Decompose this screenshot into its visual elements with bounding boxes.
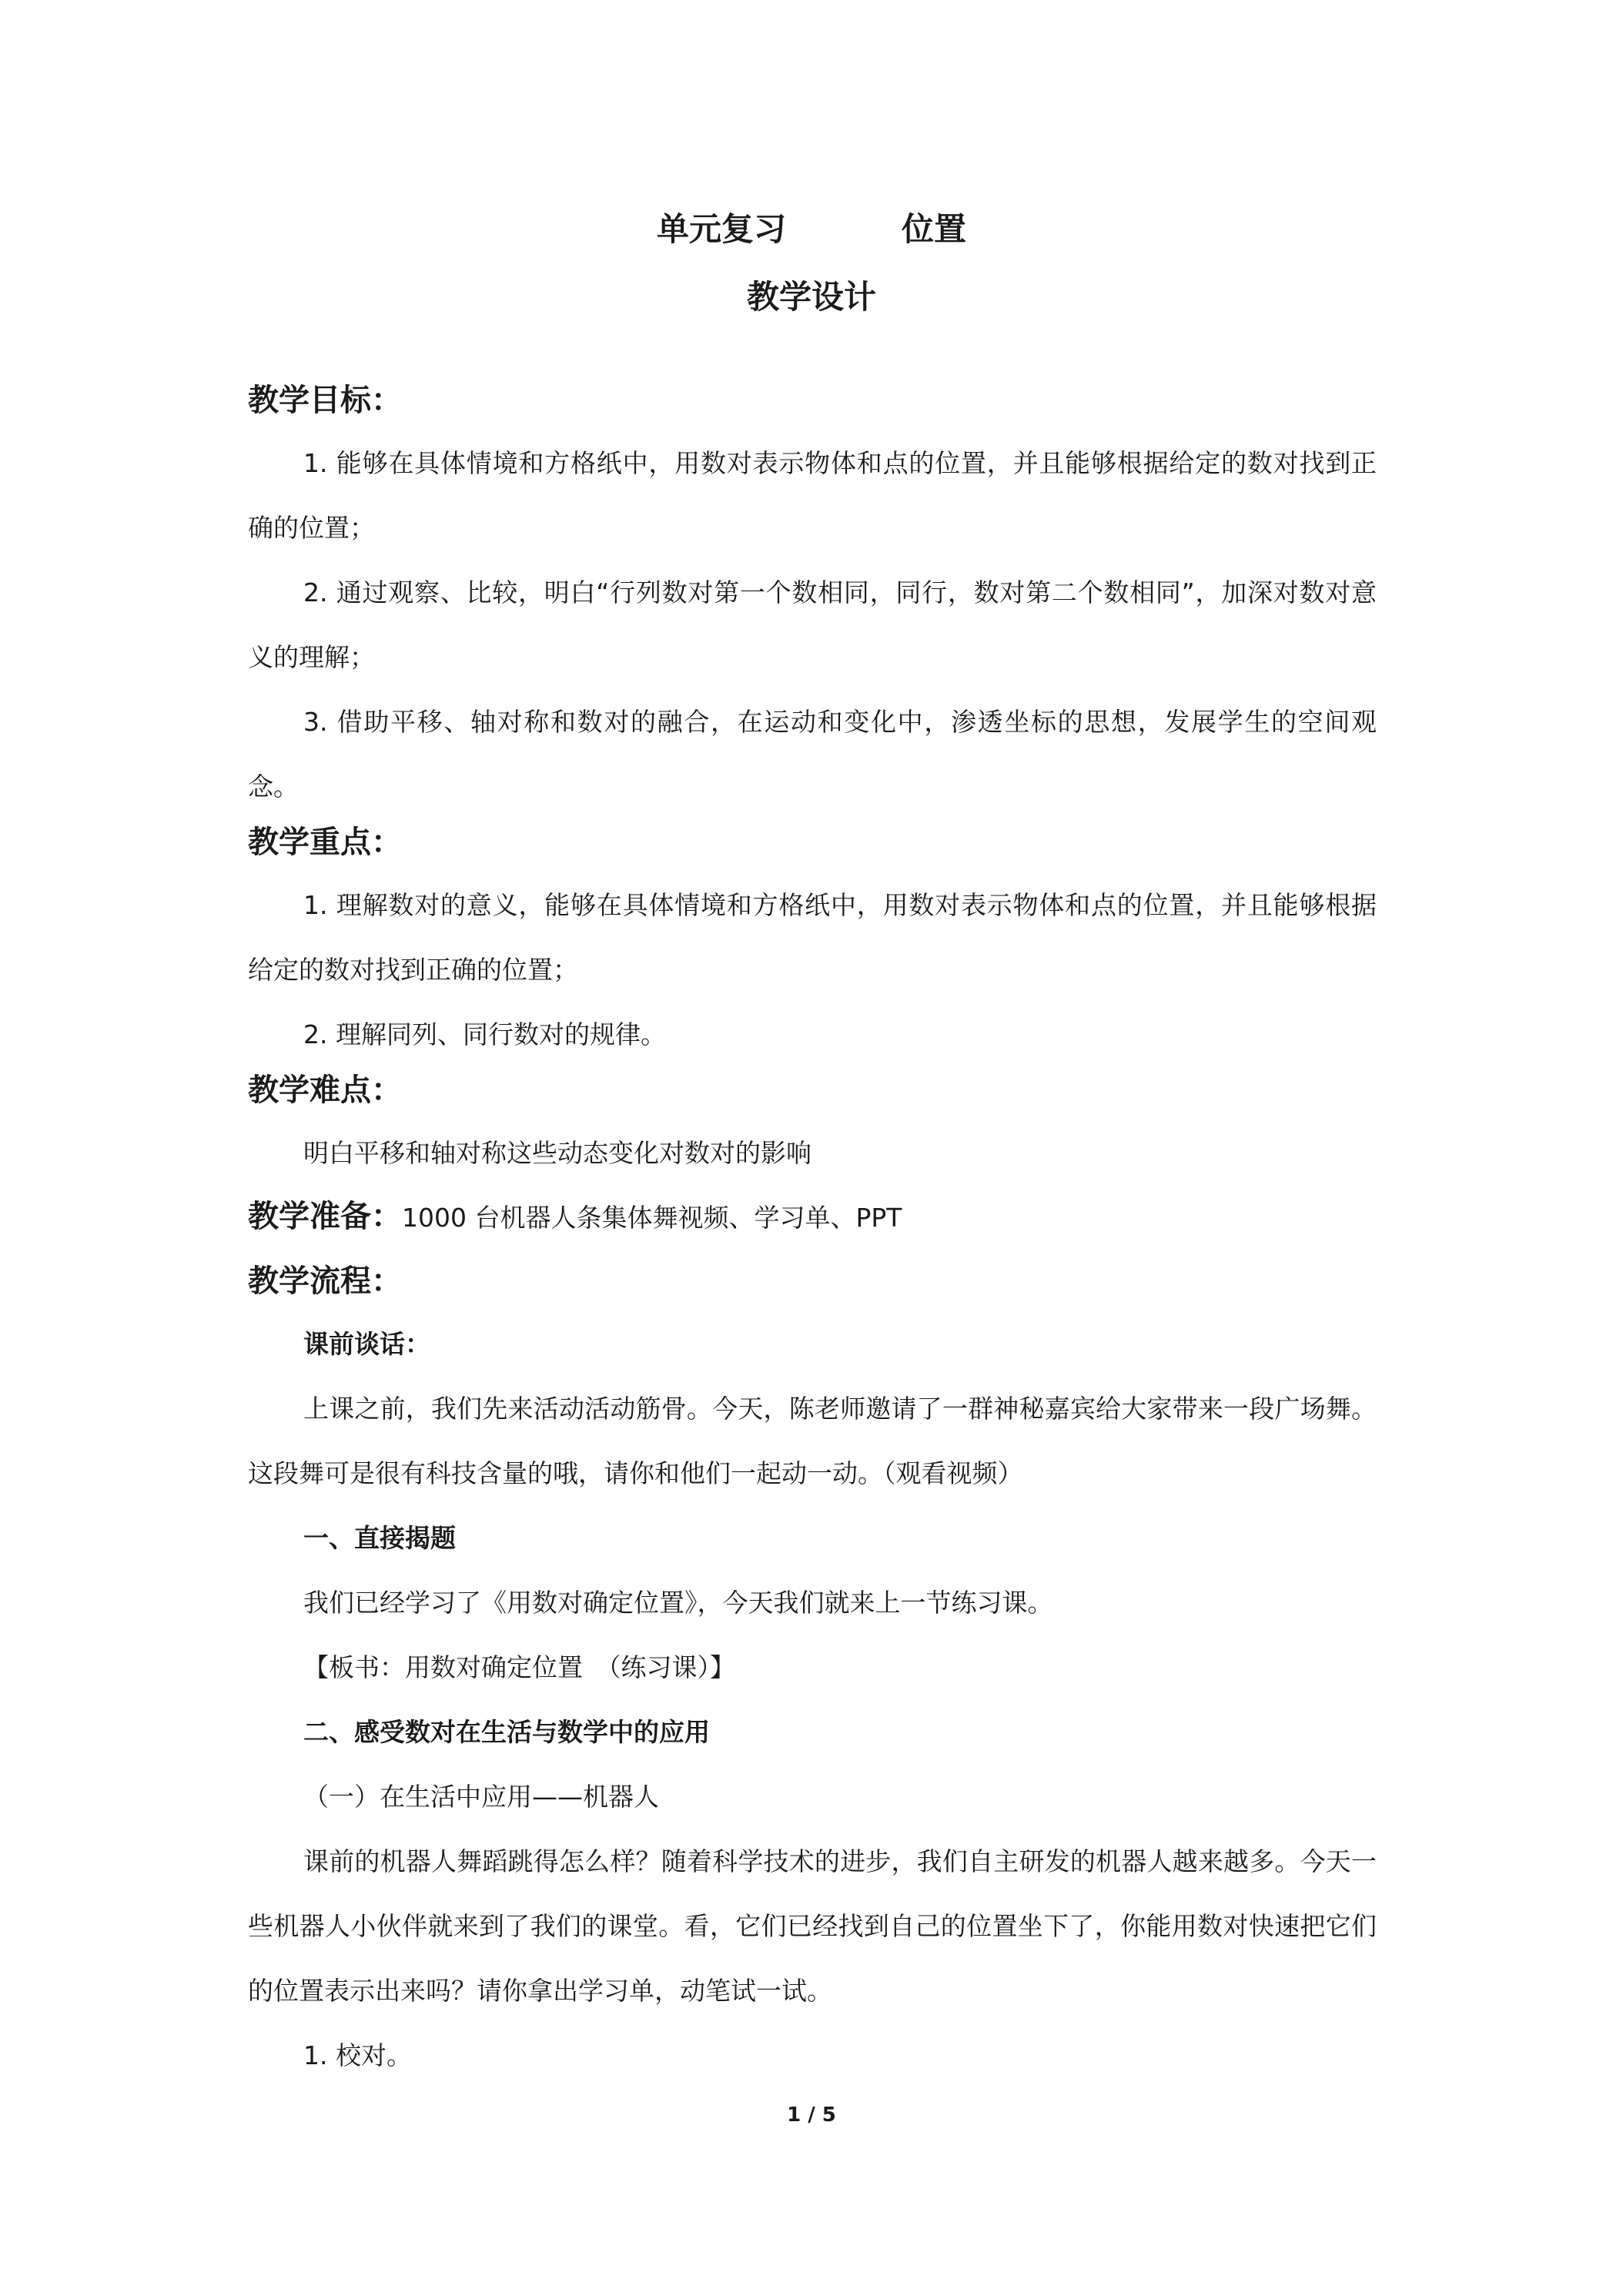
preparation-heading: 教学准备：	[248, 1199, 402, 1234]
keypoint-item-2: 2. 理解同列、同行数对的规律。	[303, 1019, 666, 1049]
keypoint-item-1: 1. 理解数对的意义，能够在具体情境和方格纸中，用数对表示物体和点的位置，并且能够根据给定的数对找到正确的位置；	[248, 890, 1377, 985]
keypoints-heading: 教学重点：	[248, 825, 402, 860]
objective-item-2: 2. 通过观察、比较，明白“行列数对第一个数相同，同行，数对第二个数相同”，加深对数对意义的理解；	[248, 577, 1377, 672]
section2-heading: 二、感受数对在生活与数学中的应用	[303, 1717, 710, 1747]
section2-text: 课前的机器人舞蹈跳得怎么样？随着科学技术的进步，我们自主研发的机器人越来越多。今天一些机器人小伙伴就来到了我们的课堂。看，它们已经找到自己的位置坐下了，你能用数对快速把它们的位置表示出来吗？请你拿出学习单，动笔试一试。	[248, 1846, 1377, 2006]
document-title	[0, 206, 1623, 253]
document-subtitle: 教学设计	[746, 278, 876, 316]
section2-subheading: （一）在生活中应用——机器人	[303, 1782, 659, 1812]
objective-item-1: 1. 能够在具体情境和方格纸中，用数对表示物体和点的位置，并且能够根据给定的数对找到正确的位置；	[248, 448, 1377, 543]
section1-text: 我们已经学习了《用数对确定位置》，今天我们就来上一节练习课。	[303, 1588, 1053, 1618]
preparation-text: 1000 台机器人条集体舞视频、学习单、PPT	[402, 1203, 902, 1233]
objectives-heading: 教学目标：	[248, 383, 402, 418]
process-heading: 教学流程：	[248, 1263, 402, 1299]
difficulty-heading: 教学难点：	[248, 1073, 402, 1108]
pre-talk-heading: 课前谈话：	[303, 1329, 430, 1359]
section1-heading: 一、直接揭题	[303, 1523, 456, 1553]
pre-talk-text: 上课之前，我们先来活动活动筋骨。今天，陈老师邀请了一群神秘嘉宾给大家带来一段广场舞。这段舞可是很有科技含量的哦，请你和他们一起动一动。（观看视频）	[248, 1394, 1377, 1488]
step1-text: 1. 校对。	[303, 2040, 412, 2070]
page-number: 1 / 5	[787, 2104, 836, 2127]
objective-item-3: 3. 借助平移、轴对称和数对的融合，在运动和变化中，渗透坐标的思想，发展学生的空间观念。	[248, 707, 1377, 802]
title-part2: 位置	[902, 210, 967, 248]
document-body	[248, 377, 1377, 2088]
preparation-line	[248, 1193, 1377, 1241]
title-part1: 单元复习	[656, 210, 786, 248]
difficulty-text: 明白平移和轴对称这些动态变化对数对的影响	[303, 1138, 812, 1168]
board-text: 【板书：用数对确定位置 （练习课）】	[303, 1652, 735, 1682]
